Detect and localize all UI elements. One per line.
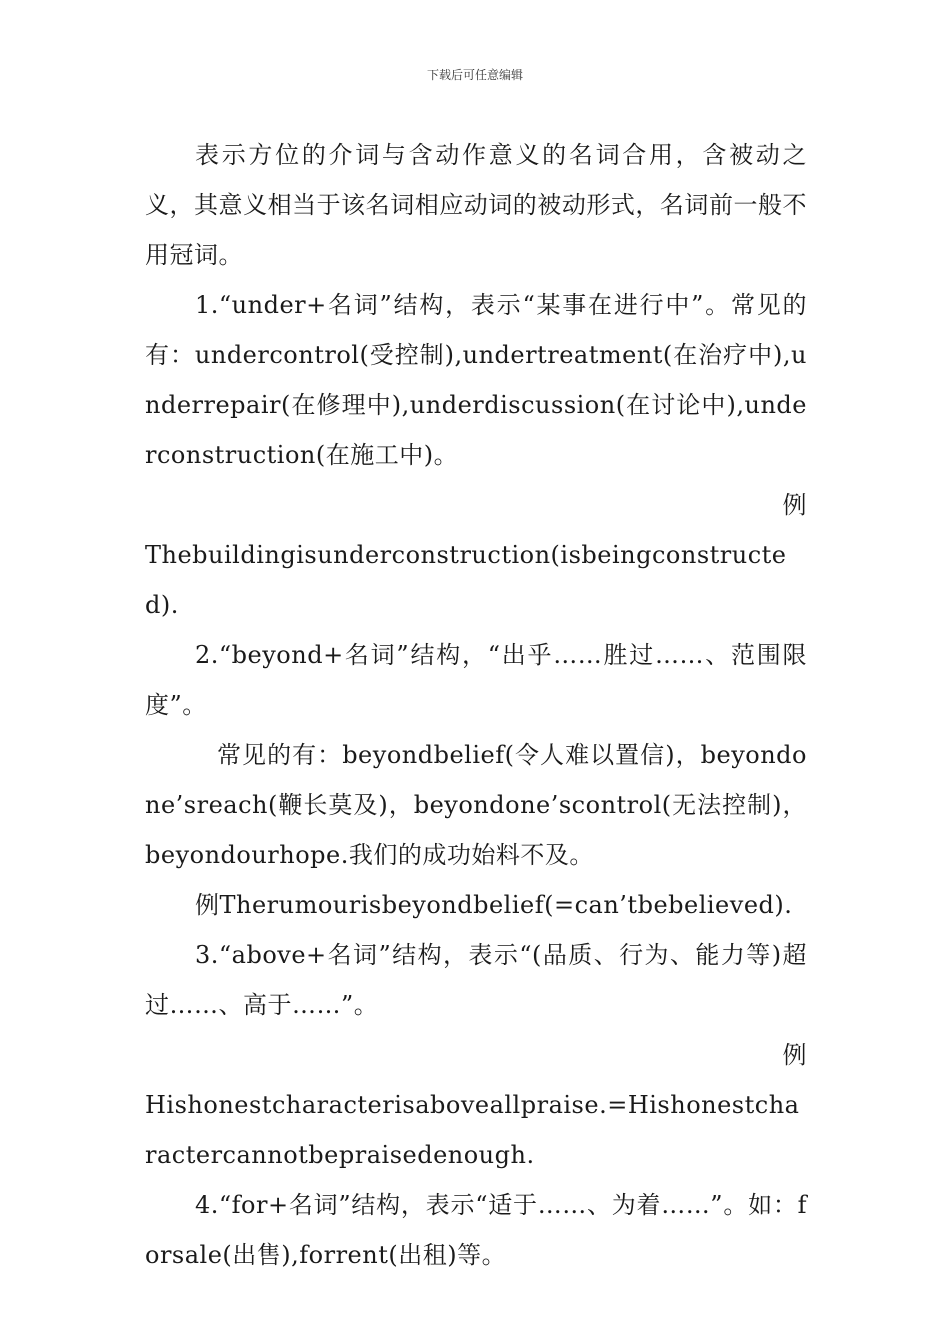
example-sentence: 例Therumourisbeyondbelief(=can’tbebelieved). [195,891,793,919]
example-sentence: Hishonestcharacterisaboveallpraise.=Hishonestcharactercannotbepraisedenough. [145,1091,800,1169]
example-sentence: Thebuildingisunderconstruction(isbeingconstructed). [145,541,787,619]
example-label: 例 [782,1041,807,1069]
document-body [145,130,807,1280]
page-header: 下载后可任意编辑 [426,68,523,82]
paragraph-intro: 表示方位的介词与含动作意义的名词合用，含被动之义，其意义相当于该名词相应动词的被动形式，名词前一般不用冠词。 [145,141,807,269]
paragraph-above: 3.“above+名词”结构，表示“(品质、行为、能力等)超过……、高于……”。 [145,941,807,1019]
example-label: 例 [782,491,807,519]
paragraph-beyond-examples: 常见的有：beyondbelief(令人难以置信)，beyondone’sreach(鞭长莫及)，beyondone’scontrol(无法控制)，beyondourhope.我们的成功始料不及。 [145,741,807,869]
paragraph-beyond: 2.“beyond+名词”结构，“出乎……胜过……、范围限度”。 [145,641,807,719]
paragraph-for: 4.“for+名词”结构，表示“适于……、为着……”。如：forsale(出售),forrent(出租)等。 [145,1191,807,1269]
paragraph-under: 1.“under+名词”结构，表示“某事在进行中”。常见的有：undercontrol(受控制),undertreatment(在治疗中),underrepair(在修理中),underdiscussion(在讨论中),underconstruction(在施工中)。 [145,291,807,469]
